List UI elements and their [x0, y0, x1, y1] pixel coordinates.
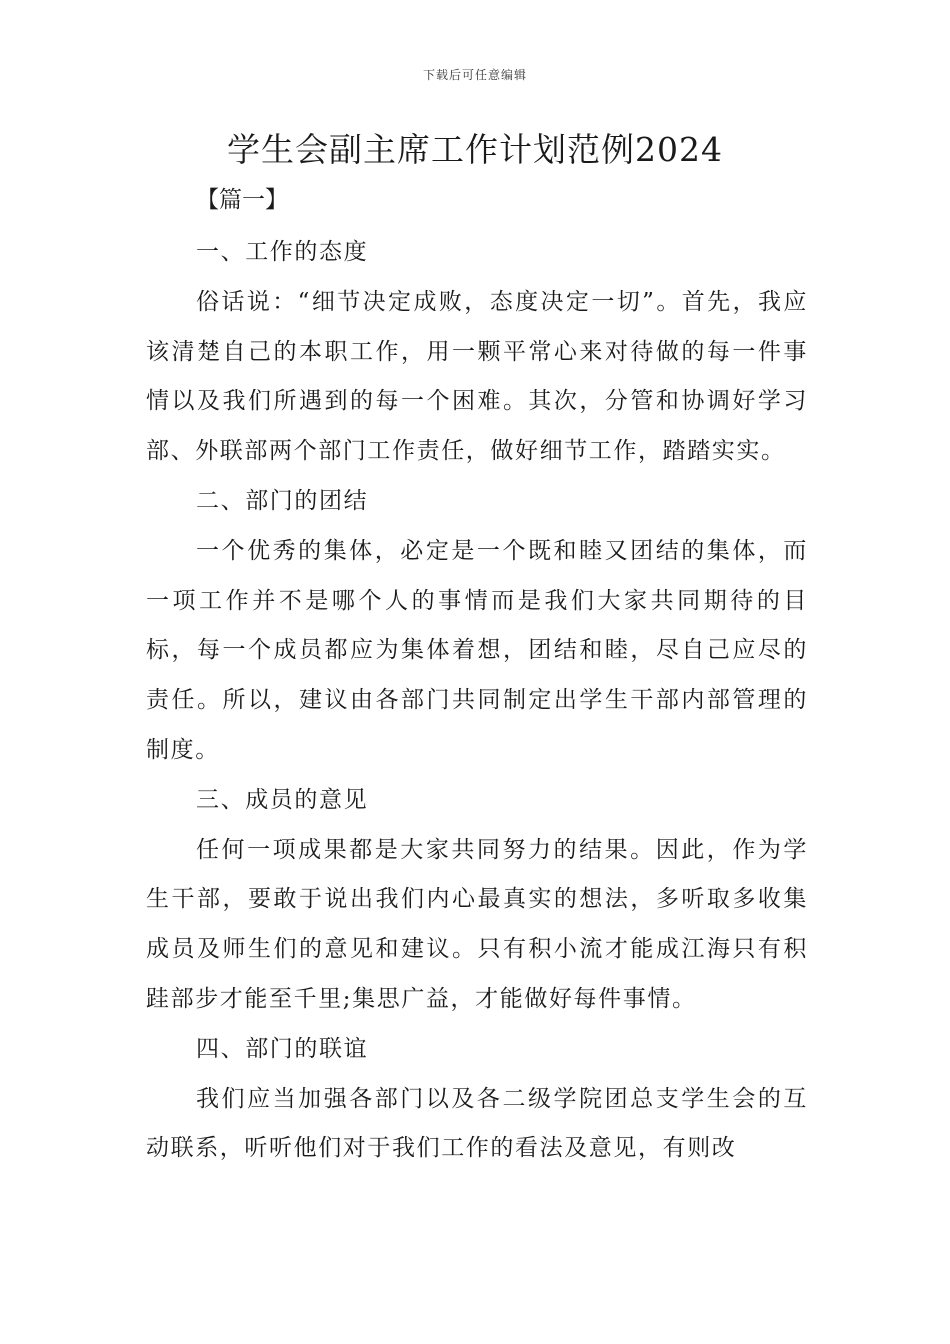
- paragraph-attitude: 俗话说：“细节决定成败，态度决定一切”。首先，我应该清楚自己的本职工作，用一颗平常心来对待做的每一件事情以及我们所遇到的每一个困难。其次，分管和协调好学习部、外联部两个部门工作责任，做好细节工作，踏踏实实。: [146, 288, 808, 465]
- heading-attitude: 一、工作的态度: [196, 239, 369, 265]
- paragraph-opinions: 任何一项成果都是大家共同努力的结果。因此，作为学生干部，要敢于说出我们内心最真实的想法，多听取多收集成员及师生们的意见和建议。只有积小流才能成江海只有积跬部步才能至千里;集思广益，才能做好每件事情。: [146, 836, 808, 1012]
- paragraph-liaison: 我们应当加强各部门以及各二级学院团总支学生会的互动联系，听听他们对于我们工作的看法及意见，有则改: [146, 1085, 808, 1162]
- paragraph-unity: 一个优秀的集体，必定是一个既和睦又团结的集体，而一项工作并不是哪个人的事情而是我们大家共同期待的目标，每一个成员都应为集体着想，团结和睦，尽自己应尽的责任。所以，建议由各部门共同制定出学生干部内部管理的制度。: [146, 537, 808, 763]
- heading-unity: 二、部门的团结: [196, 487, 369, 514]
- header-note: 下载后可任意编辑: [422, 68, 527, 82]
- heading-opinions: 三、成员的意见: [196, 786, 369, 813]
- section-mark: 【篇一】: [196, 187, 288, 213]
- document-title: 学生会副主席工作计划范例2024: [227, 130, 723, 169]
- heading-liaison: 四、部门的联谊: [196, 1035, 369, 1062]
- document-body: [146, 228, 808, 1174]
